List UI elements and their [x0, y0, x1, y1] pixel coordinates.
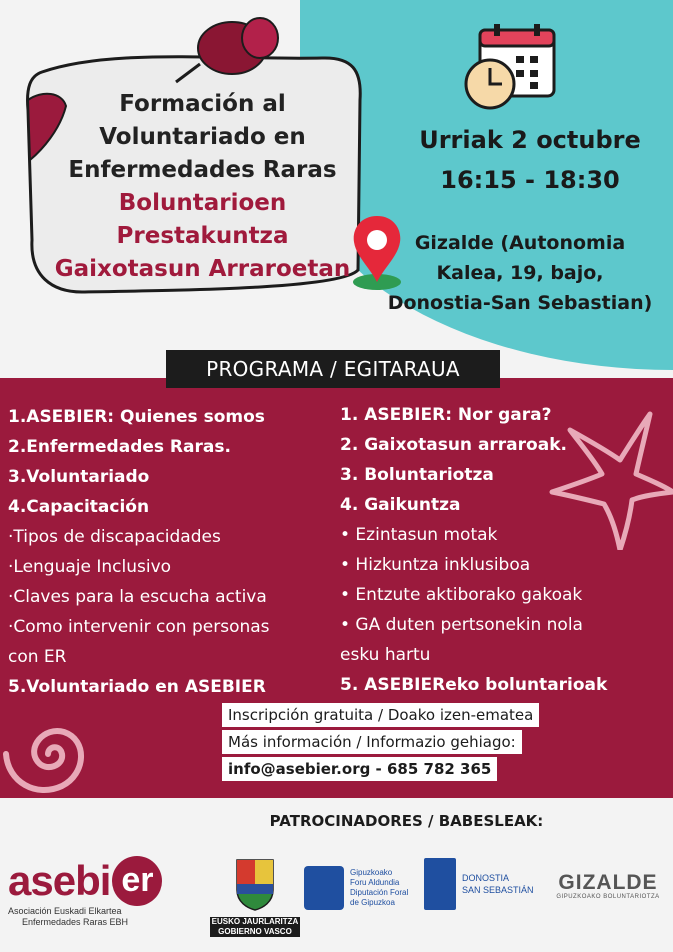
gizalde-sub: GIPUZKOAKO BOLUNTARIOTZA	[556, 894, 660, 900]
more-info-text: Más información / Informazio gehiago:	[222, 730, 522, 754]
title-eu-line: Boluntarioen	[118, 190, 287, 216]
gipuzkoa-logo	[304, 866, 414, 910]
list-item: ·Tipos de discapacidades	[8, 527, 221, 547]
event-datetime	[390, 120, 670, 200]
list-item: ·Claves para la escucha activa	[8, 587, 267, 607]
asebier-logo-er: er	[112, 856, 162, 906]
title-es-line: Enfermedades Raras	[68, 157, 337, 183]
event-location	[370, 228, 670, 318]
pushpin-icon	[160, 8, 290, 88]
asebier-sub: Asociación Euskadi Elkartea	[8, 906, 122, 916]
registration-text: Inscripción gratuita / Doako izen-ematea	[222, 703, 539, 727]
location-line: Gizalde (Autonomia	[414, 232, 626, 254]
list-item: • Entzute aktiborako gakoak	[340, 585, 583, 605]
list-item: • Ezintasun motak	[340, 525, 498, 545]
asebier-logo-text: asebi	[8, 857, 111, 904]
gipuzkoa-line: Diputación Foral	[350, 888, 409, 897]
list-item: 1.ASEBIER: Quienes somos	[8, 407, 265, 427]
eusko-line2: GOBIERNO VASCO	[210, 927, 300, 937]
list-item: 1. ASEBIER: Nor gara?	[340, 405, 552, 425]
donostia-logo	[424, 858, 550, 910]
sponsors-header: PATROCINADORES / BABESLEAK:	[269, 812, 544, 830]
location-line: Kalea, 19, bajo,	[436, 262, 604, 284]
calendar-clock-icon	[460, 22, 560, 112]
program-header: PROGRAMA / EGITARAUA	[166, 350, 500, 388]
list-item: 4.Capacitación	[8, 497, 150, 517]
list-item: 3.Voluntariado	[8, 467, 150, 487]
list-item: 5.Voluntariado en ASEBIER	[8, 677, 266, 697]
list-item: 2. Gaixotasun arraroak.	[340, 435, 567, 455]
list-item: 4. Gaikuntza	[340, 495, 461, 515]
list-item: esku hartu	[340, 645, 431, 665]
program-list-es	[8, 402, 338, 702]
donostia-shield-icon	[424, 858, 456, 910]
gipuzkoa-shield-icon	[304, 866, 344, 910]
list-item: ·Lenguaje Inclusivo	[8, 557, 172, 577]
list-item: 2.Enfermedades Raras.	[8, 437, 231, 457]
info-box	[222, 703, 617, 784]
program-list-eu	[340, 400, 670, 700]
asebier-sub: Enfermedades Raras EBH	[22, 917, 129, 927]
title-eu-line: Gaixotasun Arraroetan	[54, 256, 351, 282]
list-item: • GA duten pertsonekin nola	[340, 615, 583, 635]
spiral-decoration-icon	[0, 690, 150, 820]
contact-link[interactable]: info@asebier.org - 685 782 365	[222, 757, 497, 781]
list-item: con ER	[8, 647, 67, 667]
donostia-line: DONOSTIA	[462, 873, 510, 883]
location-line: Donostia-San Sebastian)	[387, 292, 653, 314]
event-date: Urriak 2 octubre	[419, 126, 641, 154]
list-item: 3. Boluntariotza	[340, 465, 494, 485]
event-time: 16:15 - 18:30	[440, 166, 620, 194]
title-es-line: Voluntariado en	[99, 124, 306, 150]
donostia-line: SAN SEBASTIÁN	[462, 885, 534, 895]
gizalde-name: GIZALDE	[558, 871, 658, 894]
gipuzkoa-line: Foru Aldundia	[350, 878, 400, 887]
list-item: ·Como intervenir con personas	[8, 617, 270, 637]
eusko-jaurlaritza-logo	[210, 856, 300, 937]
gipuzkoa-line: de Gipuzkoa	[350, 898, 395, 907]
title-es-line: Formación al	[119, 91, 286, 117]
gizalde-logo	[548, 872, 668, 900]
list-item: 5. ASEBIEReko boluntarioak	[340, 675, 608, 695]
eusko-line1: EUSKO JAURLARITZA	[211, 917, 299, 926]
coat-of-arms-icon	[233, 856, 277, 912]
list-item: • Hizkuntza inklusiboa	[340, 555, 531, 575]
title-eu-line: Prestakuntza	[116, 223, 289, 249]
gipuzkoa-line: Gipuzkoako	[350, 868, 393, 877]
course-title	[40, 88, 365, 286]
asebier-logo	[8, 856, 198, 928]
